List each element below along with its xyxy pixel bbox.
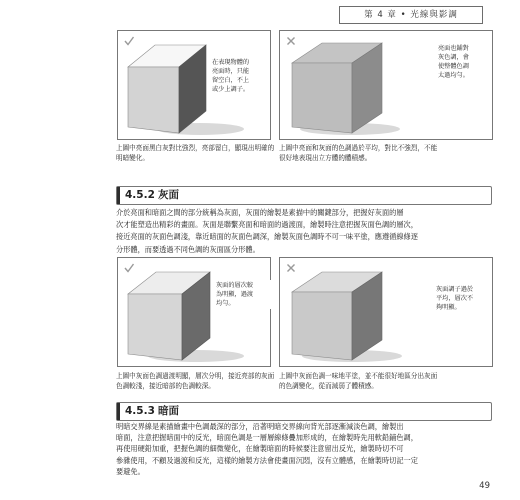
section-body: 介於亮面和暗面之間的部分統稱為灰面，灰面的繪製是素描中的關鍵部分，把握好灰面的層 次才能塑造出精彩的畫面。灰面是聯繫亮面和暗面的過渡面，繪製時注意把握灰面色調的層次， 接近亮面的灰面色調淺，靠近暗面的灰面色調深，繪製灰面色調時不可一味平塗，應遵循線條逐 分形體，而要透過不同色調的灰面區分形體。 (116, 208, 418, 254)
figure-top-right (279, 30, 493, 140)
section-title: 暗面 (158, 405, 179, 417)
figure-caption: 上圖中亮面和灰面的色調過於平均，對比不強烈，不能 很好地表現出立方體的體積感。 (279, 144, 438, 162)
check-mark-icon (124, 36, 134, 46)
heading-bar (117, 403, 120, 420)
section-body: 明暗交界線是素描繪畫中色調最深的部分，沿著明暗交界線向背光部逐漸減淡色調，繪製出 暗面，注意把握暗面中的反光，暗面色調是一層層線條疊加形成的，在繪製時先用軟鉛鋪色調， 再使用硬鉛加重，把握色調的細微變化，在繪製暗面的時候要注意留出反光，繪製時切不可 參雜使用，不顧及過渡和反光，這樣的繪製方法會使畫面沉悶，沒有立體感，在繪製時切記一定 要避免。 (116, 422, 418, 476)
section-number: 4.5.2 (125, 189, 155, 201)
heading-bar (117, 187, 120, 204)
callout-text: 灰面的層次較 為明顯，過渡 均勻。 (214, 280, 272, 309)
section-heading (116, 186, 492, 205)
figure-mid-right (279, 257, 493, 367)
callout-text: 亮面也鋪對 灰色調，會 使整體色調 太過均勻。 (436, 43, 492, 81)
cube-illustration (118, 258, 270, 366)
section-number: 4.5.3 (125, 405, 155, 417)
cross-mark-icon (286, 263, 296, 273)
page-number: 49 (479, 481, 490, 491)
cross-mark-icon (286, 36, 296, 46)
figure-top-left (117, 30, 271, 140)
callout-text: 在表現物體的 亮面時，只能 留空白，不上 或少上調子。 (210, 57, 270, 95)
figure-caption: 上圖中灰面色調過渡明顯，層次分明，接近亮部的灰面 色調較淺，接近暗部的色調較深。 (116, 372, 275, 390)
callout-text: 灰面調子過於 平均，層次不 夠明顯。 (434, 284, 492, 313)
section-heading (116, 402, 492, 421)
section-title: 灰面 (158, 189, 179, 201)
chapter-tab: 第 4 章 • 光線與影調 (339, 6, 483, 24)
figure-mid-left (117, 257, 271, 367)
check-mark-icon (124, 263, 134, 273)
figure-caption: 上圖中灰面色調一味地平塗，並不能很好地區分出灰面 的色調變化，從而減弱了體積感。 (279, 372, 438, 390)
figure-caption: 上圖中亮面黑白灰對比強烈，亮部留白，顯現出明確的 明暗變化。 (116, 144, 275, 162)
